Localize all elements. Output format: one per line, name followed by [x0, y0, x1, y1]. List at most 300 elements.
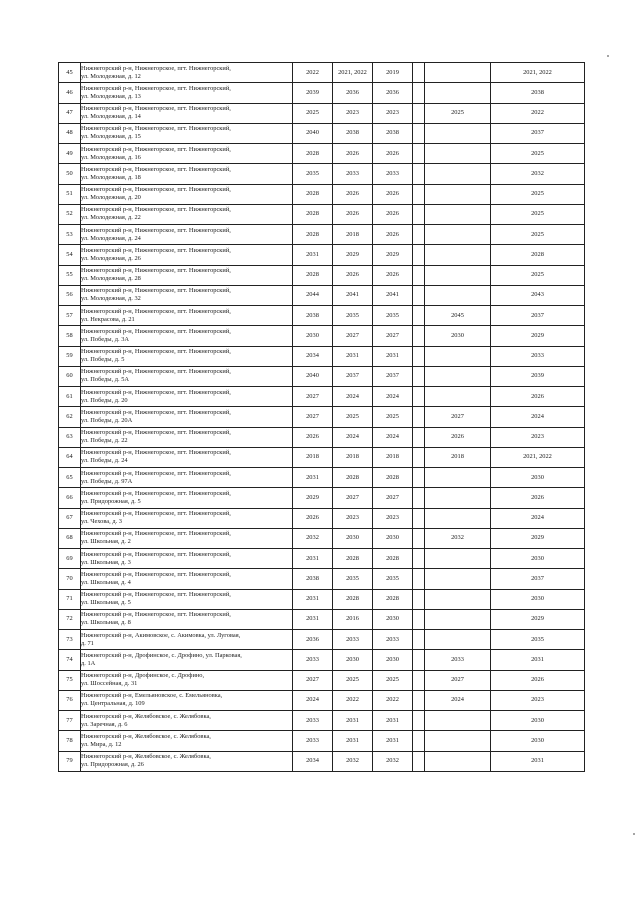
year-cell-6: 2025 [491, 225, 585, 245]
year-cell-5: 2045 [425, 306, 491, 326]
year-cell-6: 2025 [491, 184, 585, 204]
year-cell-1: 2033 [293, 650, 333, 670]
year-cell-2: 2026 [333, 204, 373, 224]
year-cell-1: 2026 [293, 508, 333, 528]
year-cell-3: 2033 [373, 630, 413, 650]
year-cell-3: 2025 [373, 670, 413, 690]
address-line-2: ул. Победы, д. 24 [81, 457, 128, 465]
table-row [59, 346, 585, 366]
year-cell-4 [413, 427, 425, 447]
year-cell-6: 2039 [491, 366, 585, 386]
year-cell-3: 2025 [373, 407, 413, 427]
year-cell-6: 2026 [491, 670, 585, 690]
address-line-1: Нижнегорский р-н, Нижнегорское, пгт. Нижнегорский, [81, 530, 231, 538]
year-cell-2: 2018 [333, 225, 373, 245]
address-line-1: Нижнегорский р-н, Емельяновское, с. Емельяновка, [81, 692, 223, 700]
row-number: 53 [59, 225, 81, 245]
year-cell-5 [425, 346, 491, 366]
year-cell-3: 2029 [373, 245, 413, 265]
year-cell-5 [425, 184, 491, 204]
year-cell-5: 2026 [425, 427, 491, 447]
address-cell [81, 670, 293, 690]
year-cell-1: 2033 [293, 731, 333, 751]
year-cell-5 [425, 630, 491, 650]
year-cell-3: 2033 [373, 164, 413, 184]
address-line-1: Нижнегорский р-н, Нижнегорское, пгт. Нижнегорский, [81, 510, 231, 518]
address-line-2: ул. Молодежная, д. 14 [81, 113, 141, 121]
table-row [59, 83, 585, 103]
address-line-2: ул. Некрасова, д. 21 [81, 315, 135, 323]
address-cell [81, 83, 293, 103]
address-cell [81, 447, 293, 467]
address-cell [81, 751, 293, 771]
row-number: 77 [59, 711, 81, 731]
year-cell-1: 2040 [293, 123, 333, 143]
row-number: 64 [59, 447, 81, 467]
table-row [59, 711, 585, 731]
address-line-2: ул. Молодежная, д. 12 [81, 72, 141, 80]
table-row [59, 245, 585, 265]
year-cell-3: 2027 [373, 326, 413, 346]
year-cell-3: 2035 [373, 569, 413, 589]
year-cell-3: 2031 [373, 731, 413, 751]
year-cell-3: 2031 [373, 711, 413, 731]
year-cell-4 [413, 407, 425, 427]
year-cell-1: 2038 [293, 306, 333, 326]
year-cell-2: 2023 [333, 103, 373, 123]
year-cell-4 [413, 650, 425, 670]
row-number: 66 [59, 488, 81, 508]
address-cell [81, 650, 293, 670]
year-cell-3: 2037 [373, 366, 413, 386]
year-cell-4 [413, 326, 425, 346]
year-cell-4 [413, 731, 425, 751]
year-cell-4 [413, 468, 425, 488]
year-cell-2: 2041 [333, 285, 373, 305]
year-cell-2: 2030 [333, 528, 373, 548]
year-cell-5 [425, 589, 491, 609]
table-row [59, 184, 585, 204]
year-cell-2: 2027 [333, 326, 373, 346]
year-cell-1: 2033 [293, 711, 333, 731]
year-cell-1: 2034 [293, 751, 333, 771]
address-line-1: Нижнегорский р-н, Желябовское, с. Желябовка, [81, 712, 211, 720]
address-cell [81, 346, 293, 366]
year-cell-5 [425, 204, 491, 224]
address-line-2: д. 1А [81, 659, 96, 667]
year-cell-4 [413, 366, 425, 386]
address-line-2: ул. Шоссейная, д. 31 [81, 680, 138, 688]
year-cell-1: 2028 [293, 204, 333, 224]
address-line-2: ул. Молодежная, д. 20 [81, 194, 141, 202]
year-cell-1: 2027 [293, 407, 333, 427]
year-cell-6: 2028 [491, 245, 585, 265]
year-cell-6: 2023 [491, 427, 585, 447]
year-cell-4 [413, 589, 425, 609]
year-cell-2: 2026 [333, 265, 373, 285]
year-cell-3: 2023 [373, 103, 413, 123]
year-cell-4 [413, 447, 425, 467]
address-line-2: ул. Чехова, д. 3 [81, 518, 122, 526]
year-cell-5 [425, 123, 491, 143]
row-number: 55 [59, 265, 81, 285]
address-line-2: ул. Победы, д. 97А [81, 477, 133, 485]
year-cell-6: 2026 [491, 488, 585, 508]
address-cell [81, 549, 293, 569]
year-cell-5 [425, 83, 491, 103]
year-cell-6: 2021, 2022 [491, 447, 585, 467]
scan-speck [607, 55, 609, 57]
address-line-1: Нижнегорский р-н, Нижнегорское, пгт. Нижнегорский, [81, 267, 231, 275]
year-cell-5 [425, 711, 491, 731]
year-cell-1: 2018 [293, 447, 333, 467]
year-cell-1: 2028 [293, 225, 333, 245]
year-cell-2: 2025 [333, 670, 373, 690]
address-line-1: Нижнегорский р-н, Нижнегорское, пгт. Нижнегорский, [81, 489, 231, 497]
year-cell-1: 2034 [293, 346, 333, 366]
year-cell-6: 2030 [491, 711, 585, 731]
year-cell-6: 2037 [491, 123, 585, 143]
year-cell-5 [425, 488, 491, 508]
year-cell-2: 2022 [333, 690, 373, 710]
year-cell-5 [425, 468, 491, 488]
year-cell-4 [413, 184, 425, 204]
address-cell [81, 245, 293, 265]
year-cell-6: 2030 [491, 731, 585, 751]
address-cell [81, 123, 293, 143]
year-cell-5: 2018 [425, 447, 491, 467]
year-cell-5 [425, 731, 491, 751]
year-cell-1: 2031 [293, 609, 333, 629]
year-cell-4 [413, 569, 425, 589]
address-line-2: ул. Заречная, д. 6 [81, 720, 128, 728]
year-cell-3: 2022 [373, 690, 413, 710]
year-cell-5: 2027 [425, 407, 491, 427]
address-cell [81, 306, 293, 326]
address-line-2: ул. Школьная, д. 4 [81, 578, 131, 586]
address-line-2: ул. Победы, д. 5А [81, 376, 130, 384]
table-row [59, 164, 585, 184]
year-cell-3: 2038 [373, 123, 413, 143]
row-number: 79 [59, 751, 81, 771]
table-row [59, 123, 585, 143]
row-number: 46 [59, 83, 81, 103]
address-line-1: Нижнегорский р-н, Нижнегорское, пгт. Нижнегорский, [81, 327, 231, 335]
year-cell-2: 2038 [333, 123, 373, 143]
year-cell-6: 2043 [491, 285, 585, 305]
row-number: 59 [59, 346, 81, 366]
year-cell-6: 2037 [491, 306, 585, 326]
table-row [59, 549, 585, 569]
address-line-1: Нижнегорский р-н, Нижнегорское, пгт. Нижнегорский, [81, 348, 231, 356]
year-cell-3: 2028 [373, 468, 413, 488]
year-cell-6: 2035 [491, 630, 585, 650]
table-row [59, 609, 585, 629]
address-cell [81, 690, 293, 710]
registry-body [59, 63, 585, 772]
year-cell-4 [413, 670, 425, 690]
address-line-2: ул. Победы, д. 22 [81, 437, 128, 445]
row-number: 70 [59, 569, 81, 589]
row-number: 74 [59, 650, 81, 670]
table-row [59, 144, 585, 164]
address-line-2: ул. Молодежная, д. 22 [81, 214, 141, 222]
row-number: 45 [59, 63, 81, 83]
year-cell-5: 2033 [425, 650, 491, 670]
year-cell-3: 2030 [373, 609, 413, 629]
address-cell [81, 204, 293, 224]
address-cell [81, 387, 293, 407]
year-cell-2: 2031 [333, 731, 373, 751]
year-cell-4 [413, 346, 425, 366]
year-cell-3: 2023 [373, 508, 413, 528]
year-cell-6: 2030 [491, 468, 585, 488]
year-cell-5: 2030 [425, 326, 491, 346]
year-cell-6: 2025 [491, 144, 585, 164]
address-cell [81, 225, 293, 245]
address-line-1: Нижнегорский р-н, Нижнегорское, пгт. Нижнегорский, [81, 287, 231, 295]
address-line-2: ул. Школьная, д. 5 [81, 599, 131, 607]
address-line-1: Нижнегорский р-н, Нижнегорское, пгт. Нижнегорский, [81, 611, 231, 619]
year-cell-4 [413, 103, 425, 123]
year-cell-4 [413, 144, 425, 164]
row-number: 47 [59, 103, 81, 123]
year-cell-5 [425, 245, 491, 265]
year-cell-2: 2023 [333, 508, 373, 528]
address-cell [81, 508, 293, 528]
year-cell-1: 2040 [293, 366, 333, 386]
year-cell-1: 2036 [293, 630, 333, 650]
table-row [59, 569, 585, 589]
year-cell-2: 2026 [333, 144, 373, 164]
year-cell-2: 2016 [333, 609, 373, 629]
address-line-1: Нижнегорский р-н, Нижнегорское, пгт. Нижнегорский, [81, 125, 231, 133]
address-line-2: ул. Молодежная, д. 18 [81, 173, 141, 181]
address-line-1: Нижнегорский р-н, Нижнегорское, пгт. Нижнегорский, [81, 246, 231, 254]
year-cell-2: 2030 [333, 650, 373, 670]
address-line-2: ул. Молодежная, д. 15 [81, 133, 141, 141]
address-line-2: ул. Школьная, д. 8 [81, 619, 131, 627]
year-cell-3: 2031 [373, 346, 413, 366]
year-cell-5 [425, 609, 491, 629]
year-cell-5 [425, 164, 491, 184]
year-cell-6: 2033 [491, 346, 585, 366]
year-cell-3: 2026 [373, 265, 413, 285]
address-cell [81, 488, 293, 508]
year-cell-2: 2031 [333, 346, 373, 366]
year-cell-4 [413, 528, 425, 548]
address-line-2: ул. Молодежная, д. 32 [81, 295, 141, 303]
row-number: 49 [59, 144, 81, 164]
year-cell-6: 2021, 2022 [491, 63, 585, 83]
year-cell-3: 2028 [373, 589, 413, 609]
year-cell-6: 2025 [491, 265, 585, 285]
address-line-1: Нижнегорский р-н, Дрофинское, с. Дрофино, ул. Парковая, [81, 651, 242, 659]
row-number: 51 [59, 184, 81, 204]
address-line-1: Нижнегорский р-н, Нижнегорское, пгт. Нижнегорский, [81, 145, 231, 153]
year-cell-2: 2033 [333, 630, 373, 650]
year-cell-6: 2030 [491, 549, 585, 569]
row-number: 72 [59, 609, 81, 629]
year-cell-3: 2024 [373, 427, 413, 447]
year-cell-2: 2018 [333, 447, 373, 467]
address-line-2: ул. Победы, д. 5 [81, 356, 125, 364]
year-cell-3: 2032 [373, 751, 413, 771]
address-line-2: ул. Школьная, д. 3 [81, 558, 131, 566]
year-cell-2: 2033 [333, 164, 373, 184]
table-row [59, 366, 585, 386]
year-cell-4 [413, 306, 425, 326]
table-row [59, 751, 585, 771]
address-line-1: Нижнегорский р-н, Нижнегорское, пгт. Нижнегорский, [81, 64, 231, 72]
scan-speck [633, 833, 635, 835]
table-row [59, 650, 585, 670]
row-number: 71 [59, 589, 81, 609]
year-cell-4 [413, 630, 425, 650]
year-cell-5: 2032 [425, 528, 491, 548]
row-number: 68 [59, 528, 81, 548]
year-cell-4 [413, 245, 425, 265]
address-line-1: Нижнегорский р-н, Нижнегорское, пгт. Нижнегорский, [81, 469, 231, 477]
address-cell [81, 63, 293, 83]
address-line-1: Нижнегорский р-н, Нижнегорское, пгт. Нижнегорский, [81, 570, 231, 578]
year-cell-6: 2037 [491, 569, 585, 589]
year-cell-1: 2031 [293, 245, 333, 265]
year-cell-6: 2026 [491, 387, 585, 407]
year-cell-6: 2029 [491, 326, 585, 346]
table-row [59, 528, 585, 548]
row-number: 75 [59, 670, 81, 690]
address-line-2: ул. Мира, д. 12 [81, 740, 122, 748]
address-cell [81, 144, 293, 164]
table-row [59, 265, 585, 285]
row-number: 60 [59, 366, 81, 386]
year-cell-2: 2037 [333, 366, 373, 386]
year-cell-6: 2023 [491, 690, 585, 710]
year-cell-6: 2022 [491, 103, 585, 123]
year-cell-2: 2027 [333, 488, 373, 508]
year-cell-3: 2026 [373, 144, 413, 164]
year-cell-1: 2031 [293, 468, 333, 488]
year-cell-1: 2024 [293, 690, 333, 710]
year-cell-4 [413, 164, 425, 184]
year-cell-3: 2036 [373, 83, 413, 103]
year-cell-4 [413, 751, 425, 771]
row-number: 56 [59, 285, 81, 305]
address-line-1: Нижнегорский р-н, Дрофинское, с. Дрофино, [81, 672, 205, 680]
address-line-2: ул. Молодежная, д. 28 [81, 275, 141, 283]
address-line-1: Нижнегорский р-н, Нижнегорское, пгт. Нижнегорский, [81, 307, 231, 315]
year-cell-3: 2026 [373, 184, 413, 204]
address-line-2: ул. Центральная, д. 109 [81, 700, 145, 708]
address-cell [81, 711, 293, 731]
year-cell-3: 2018 [373, 447, 413, 467]
year-cell-6: 2029 [491, 609, 585, 629]
year-cell-1: 2044 [293, 285, 333, 305]
row-number: 50 [59, 164, 81, 184]
year-cell-1: 2031 [293, 589, 333, 609]
year-cell-3: 2035 [373, 306, 413, 326]
year-cell-2: 2021, 2022 [333, 63, 373, 83]
year-cell-5 [425, 366, 491, 386]
address-line-1: Нижнегорский р-н, Нижнегорское, пгт. Нижнегорский, [81, 165, 231, 173]
address-line-2: ул. Придорожная, д. 26 [81, 761, 144, 769]
year-cell-4 [413, 83, 425, 103]
address-line-1: Нижнегорский р-н, Нижнегорское, пгт. Нижнегорский, [81, 591, 231, 599]
year-cell-6: 2024 [491, 407, 585, 427]
table-row [59, 731, 585, 751]
year-cell-2: 2026 [333, 184, 373, 204]
address-cell [81, 630, 293, 650]
year-cell-4 [413, 225, 425, 245]
row-number: 61 [59, 387, 81, 407]
address-line-1: Нижнегорский р-н, Нижнегорское, пгт. Нижнегорский, [81, 368, 231, 376]
table-row [59, 326, 585, 346]
address-line-2: ул. Победы, д. 3А [81, 335, 130, 343]
address-line-1: Нижнегорский р-н, Нижнегорское, пгт. Нижнегорский, [81, 388, 231, 396]
address-line-1: Нижнегорский р-н, Нижнегорское, пгт. Нижнегорский, [81, 105, 231, 113]
year-cell-5 [425, 285, 491, 305]
year-cell-5: 2024 [425, 690, 491, 710]
table-row [59, 690, 585, 710]
year-cell-2: 2025 [333, 407, 373, 427]
address-cell [81, 184, 293, 204]
row-number: 58 [59, 326, 81, 346]
row-number: 48 [59, 123, 81, 143]
year-cell-1: 2025 [293, 103, 333, 123]
address-line-1: Нижнегорский р-н, Нижнегорское, пгт. Нижнегорский, [81, 550, 231, 558]
year-cell-2: 2028 [333, 549, 373, 569]
year-cell-5: 2025 [425, 103, 491, 123]
year-cell-3: 2019 [373, 63, 413, 83]
address-line-1: Нижнегорский р-н, Акимовское, с. Акимовка, ул. Луговая, [81, 631, 241, 639]
address-cell [81, 103, 293, 123]
year-cell-5 [425, 569, 491, 589]
row-number: 73 [59, 630, 81, 650]
row-number: 69 [59, 549, 81, 569]
year-cell-4 [413, 549, 425, 569]
address-cell [81, 427, 293, 447]
table-row [59, 488, 585, 508]
address-cell [81, 164, 293, 184]
address-cell [81, 285, 293, 305]
year-cell-3: 2026 [373, 225, 413, 245]
year-cell-5 [425, 549, 491, 569]
address-line-1: Нижнегорский р-н, Желябовское, с. Желябовка, [81, 732, 211, 740]
year-cell-1: 2028 [293, 184, 333, 204]
address-line-2: ул. Молодежная, д. 13 [81, 92, 141, 100]
address-cell [81, 589, 293, 609]
year-cell-6: 2031 [491, 751, 585, 771]
year-cell-6: 2038 [491, 83, 585, 103]
row-number: 54 [59, 245, 81, 265]
housing-registry-table [58, 62, 585, 772]
year-cell-6: 2025 [491, 204, 585, 224]
year-cell-2: 2035 [333, 569, 373, 589]
address-cell [81, 609, 293, 629]
year-cell-5 [425, 265, 491, 285]
address-line-1: Нижнегорский р-н, Нижнегорское, пгт. Нижнегорский, [81, 84, 231, 92]
table-row [59, 427, 585, 447]
year-cell-5 [425, 63, 491, 83]
table-row [59, 204, 585, 224]
year-cell-3: 2028 [373, 549, 413, 569]
year-cell-5 [425, 144, 491, 164]
year-cell-1: 2026 [293, 427, 333, 447]
year-cell-3: 2027 [373, 488, 413, 508]
year-cell-6: 2031 [491, 650, 585, 670]
year-cell-4 [413, 711, 425, 731]
